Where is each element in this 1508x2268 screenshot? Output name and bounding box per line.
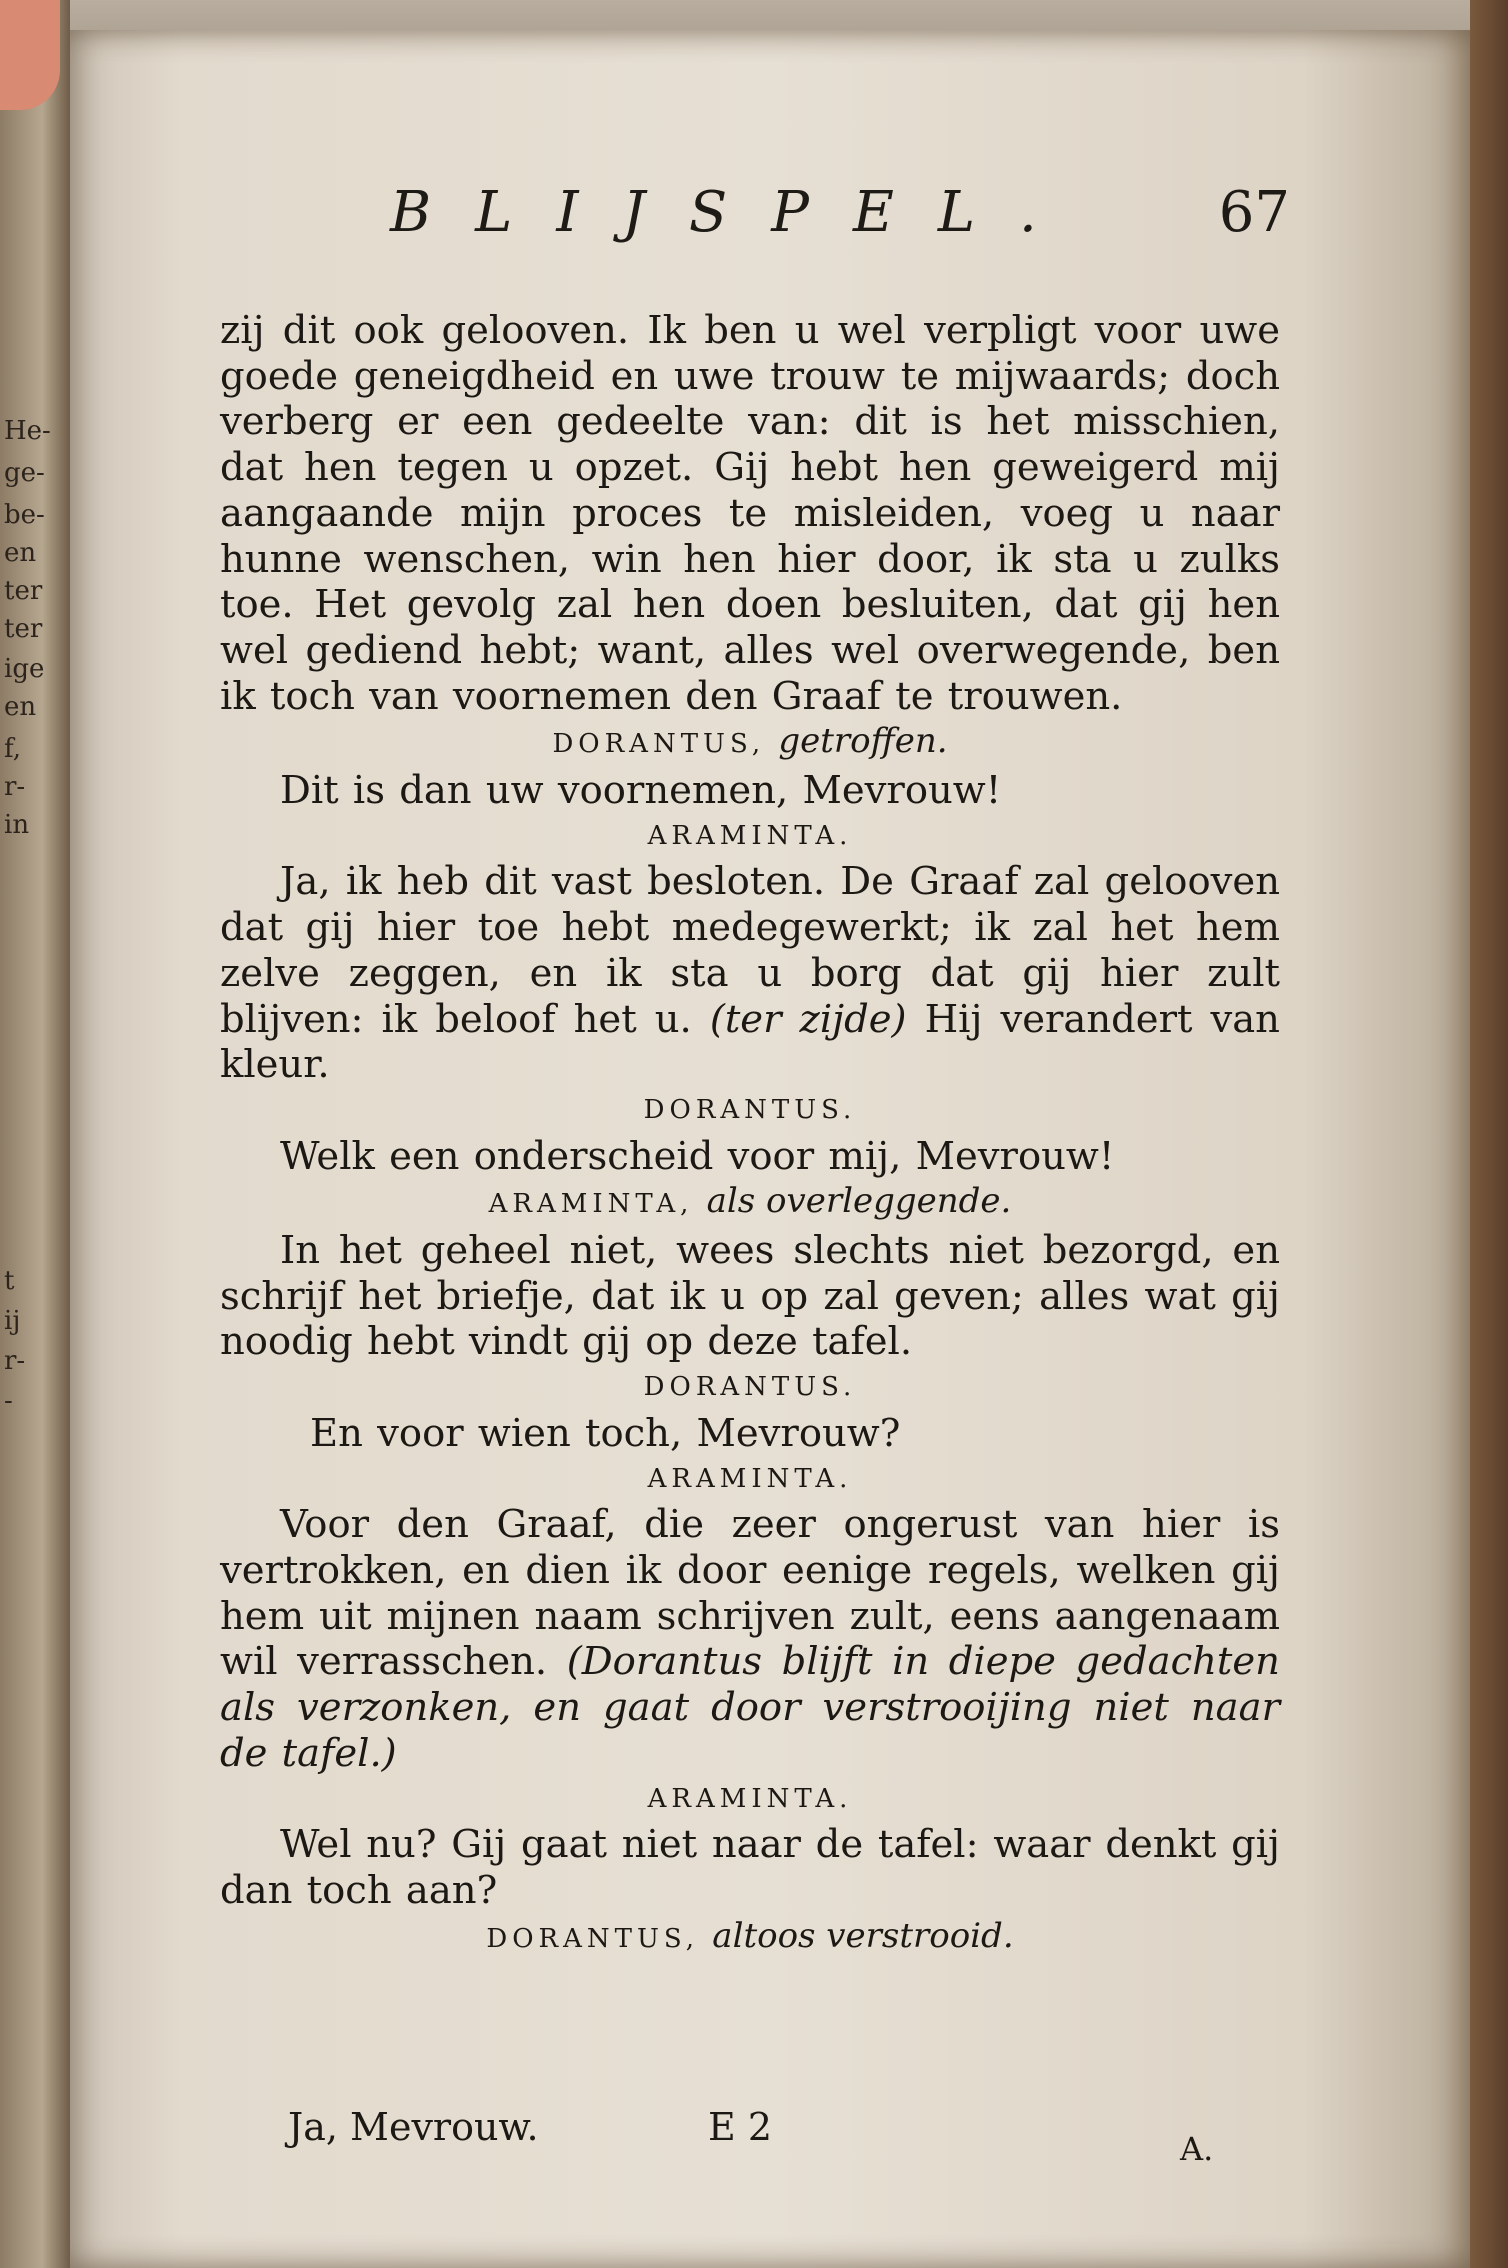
speaker-heading: ARAMINTA. [647, 1783, 853, 1814]
margin-fragment: r- [4, 1346, 26, 1376]
margin-fragment: en [4, 538, 37, 568]
paragraph: zij dit ook gelooven. Ik ben u wel verpligt voor uwe goede geneigdheid en uwe trouw te mijwaards; doch verberg er een gedeelte van: dit is het misschien, dat hen tegen u opzet. Gij hebt hen geweigerd mij aangaande mijn proces te misleiden, voeg u naar hunne wenschen, win hen hier door, ik sta u zulks toe. Het gevolg zal hen doen besluiten, dat gij hen wel gediend hebt; want, alles wel overwegende, ben ik toch van voornemen den Graaf te trouwen. [220, 308, 1280, 719]
paragraph: In het geheel niet, wees slechts niet bezorgd, en schrijf het briefje, dat ik u op zal geven; alles wat gij noodig hebt vindt gij op deze tafel. [220, 1228, 1280, 1365]
book-page [70, 30, 1470, 2268]
stage-direction: getroffen. [778, 721, 948, 762]
margin-fragment: be- [4, 500, 45, 530]
stage-direction: (ter zijde) [709, 996, 907, 1042]
page-footer [288, 2105, 1288, 2165]
corner-tab [0, 0, 60, 110]
final-line: Ja, Mevrouw. [288, 2105, 539, 2149]
speaker-heading: ARAMINTA. [647, 820, 853, 851]
margin-fragment: ij [4, 1306, 21, 1336]
book-cover-edge [1470, 0, 1508, 2268]
stage-direction: als overleggende. [706, 1181, 1012, 1222]
margin-fragment: ige [4, 654, 45, 684]
margin-fragment: t [4, 1266, 15, 1296]
margin-fragment: He- [4, 416, 51, 446]
speaker-name: ARAMINTA, [488, 1189, 694, 1220]
speaker-heading [220, 1914, 1280, 1963]
margin-fragment: in [4, 810, 30, 840]
signature-mark: E 2 [708, 2105, 772, 2149]
margin-fragment: r- [4, 772, 26, 802]
paragraph [220, 1502, 1280, 1776]
margin-fragment: ge- [4, 458, 45, 488]
speaker-heading: DORANTUS. [643, 1094, 857, 1125]
speaker-name: DORANTUS, [552, 729, 766, 760]
paragraph: En voor wien toch, Mevrouw? [310, 1410, 901, 1456]
paragraph: Dit is dan uw voornemen, Mevrouw! [280, 768, 1002, 814]
dialogue-text: Ja, ik heb dit vast besloten. De Graaf zal gelooven dat gij hier toe hebt medegewerkt; ik zal het hem zelve zeggen, en ik sta u borg dat gij hier zult blijven: ik beloof het u. [220, 859, 1280, 1042]
speaker-heading: DORANTUS. [643, 1372, 857, 1403]
catchword: A. [1180, 2130, 1214, 2168]
speaker-name: DORANTUS, [486, 1923, 700, 1954]
speaker-heading [220, 1179, 1280, 1228]
facing-page-edge [0, 0, 70, 2268]
margin-fragment: ter [4, 576, 43, 606]
dialogue-text: Hij verandert van kleur. [220, 996, 1280, 1088]
speaker-heading [220, 719, 1280, 768]
dialogue-text: Voor den Graaf, die zeer ongerust van hier is vertrokken, en dien ik door eenige regels, welken gij hem uit mijnen naam schrijven zult, eens aangenaam wil verrasschen. [220, 1502, 1280, 1685]
page-number: 67 [1218, 180, 1290, 245]
paragraph: Welk een onderscheid voor mij, Mevrouw! [280, 1133, 1115, 1179]
margin-fragment: f, [4, 734, 21, 764]
margin-fragment: ter [4, 614, 43, 644]
paragraph: Wel nu? Gij gaat niet naar de tafel: waar denkt gij dan toch aan? [220, 1822, 1280, 1913]
speaker-heading: ARAMINTA. [647, 1463, 853, 1494]
stage-direction: altoos verstrooid. [712, 1915, 1014, 1956]
running-title: BLIJSPEL. [390, 180, 1081, 245]
stage-direction: (Dorantus blijft in diepe gedachten als verzonken, en gaat door verstrooijing niet naar de tafel.) [220, 1639, 1280, 1776]
margin-fragment: en [4, 692, 37, 722]
page-header [390, 180, 1290, 250]
margin-fragment: - [4, 1386, 13, 1416]
text-body [220, 308, 1280, 1962]
paragraph [220, 859, 1280, 1088]
